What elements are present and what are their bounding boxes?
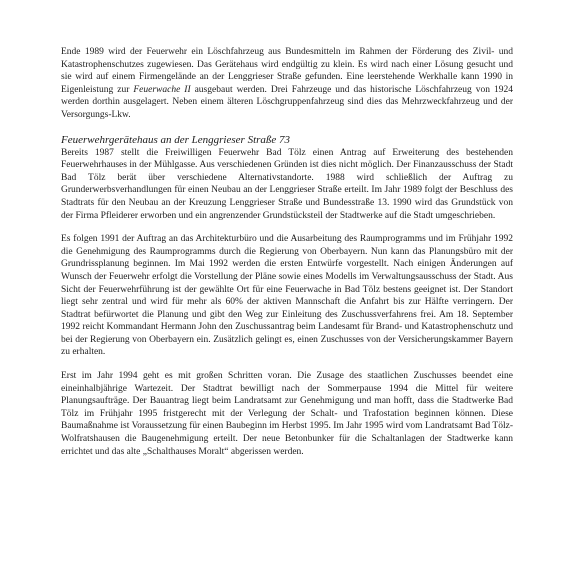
body-paragraph-1: Bereits 1987 stellt die Freiwilligen Feuerwehr Bad Tölz einen Antrag auf Erweiterung des bestehenden Feuerwehrhauses in der Mühlgasse. Aus verschiedenen Gründen ist dies nicht möglich. Der Finanzausschuss der Stadt Bad Tölz berät über verschiedene Alternativstandorte. 1988 wird schließlich der Auftrag zu Grunderwerbsverhandlungen für einen Neubau an der Lenggrieser Straße erteilt. Im Jahr 1989 folgt der Beschluss des Stadtrats für den Neubau an der Kreuzung Lenggrieser Straße und Bundesstraße 13. 1990 wird das Grundstück von der Firma Pfleiderer erworben und ein angrenzender Grundstücksteil der Stadtwerke auf die Stadt umgeschrieben. bbox=[61, 147, 513, 221]
section-heading: Feuerwehrgerätehaus an der Lenggrieser Straße 73 bbox=[61, 133, 291, 146]
document-page bbox=[61, 46, 513, 458]
intro-text-part2: ausgebaut werden. Drei Fahrzeuge und das historische Löschfahrzeug von 1924 werden dorthin ausgelagert. Neben einem älteren Löschgruppenfahrzeug sind dies das Mehrzweckfahrzeug und der Versorgungs-Lkw. bbox=[61, 84, 513, 120]
intro-text-part1: Ende 1989 wird der Feuerwehr ein Löschfahrzeug aus Bundesmitteln im Rahmen der Förderung des Zivil- und Katastrophenschutzes zugewiesen. Das Gerätehaus wird endgültig zu klein. Es wird nach einer Lösung gesucht und sie wird auf einem Firmengelände an der Lenggrieser Straße gefunden. Eine leerstehende Werkhalle kann 1990 in Eigenleistung zur bbox=[61, 47, 513, 95]
paragraph-gap bbox=[61, 122, 513, 133]
body-paragraph-2: Es folgen 1991 der Auftrag an das Architekturbüro und die Ausarbeitung des Raumprogramms und im Frühjahr 1992 die Genehmigung des Raumprogramms durch die Regierung von Oberbayern. Nun kann das Planungsbüro mit der Grundrissplanung beginnen. Im Mai 1992 werden die ersten Entwürfe vorgestellt. Nach einigen Änderungen auf Wunsch der Feuerwehr erfolgt die Vorstellung der Pläne sowie eines Modells im Verwaltungsausschuss der Stadt. Aus Sicht der Feuerwehrführung ist der gewählte Ort für eine Feuerwache in Bad Tölz bestens geeignet ist. Der Standort liegt sehr zentral und wird für mehr als 60% der aktiven Mannschaft die Anfahrt bis zur Hälfte verringern. Der Stadtrat befürwortet die Planung und gibt den Weg zur Einleitung des Zuschussverfahrens frei. Am 18. September 1992 reicht Kommandant Hermann John den Zuschussantrag beim Landesamt für Brand- und Katastrophenschutz und bei der Regierung von Oberbayern ein. Zusätzlich gelingt es, einen Zuschusses von der Versicherungskammer Bayern zu erhalten. bbox=[61, 234, 513, 358]
body-paragraph-3: Erst im Jahr 1994 geht es mit großen Schritten voran. Die Zusage des staatlichen Zuschusses beendet eine eineinhalbjährige Wartezeit. Der Stadtrat bewilligt nach der Sommerpause 1994 die Mittel für weitere Planungsaufträge. Der Bauantrag liegt beim Landratsamt zur Genehmigung und man hofft, dass die Stadtwerke Bad Tölz im Frühjahr 1995 fristgerecht mit der Verlegung der Schalt- und Trafostation beginnen können. Diese Baumaßnahme ist Voraussetzung für einen Baubeginn im Herbst 1995. Im Jahr 1995 wird vom Landratsamt Bad Tölz-Wolfratshausen die Baugenehmigung erteilt. Der neue Betonbunker für die Schaltanlagen der Stadtwerke kann errichtet und das alte „Schalthauses Moralt“ abgerissen werden. bbox=[61, 371, 513, 457]
intro-paragraph bbox=[61, 46, 513, 122]
intro-emphasis: Feuerwache II bbox=[133, 84, 191, 95]
paragraph-gap bbox=[61, 222, 513, 233]
paragraph-gap bbox=[61, 359, 513, 370]
